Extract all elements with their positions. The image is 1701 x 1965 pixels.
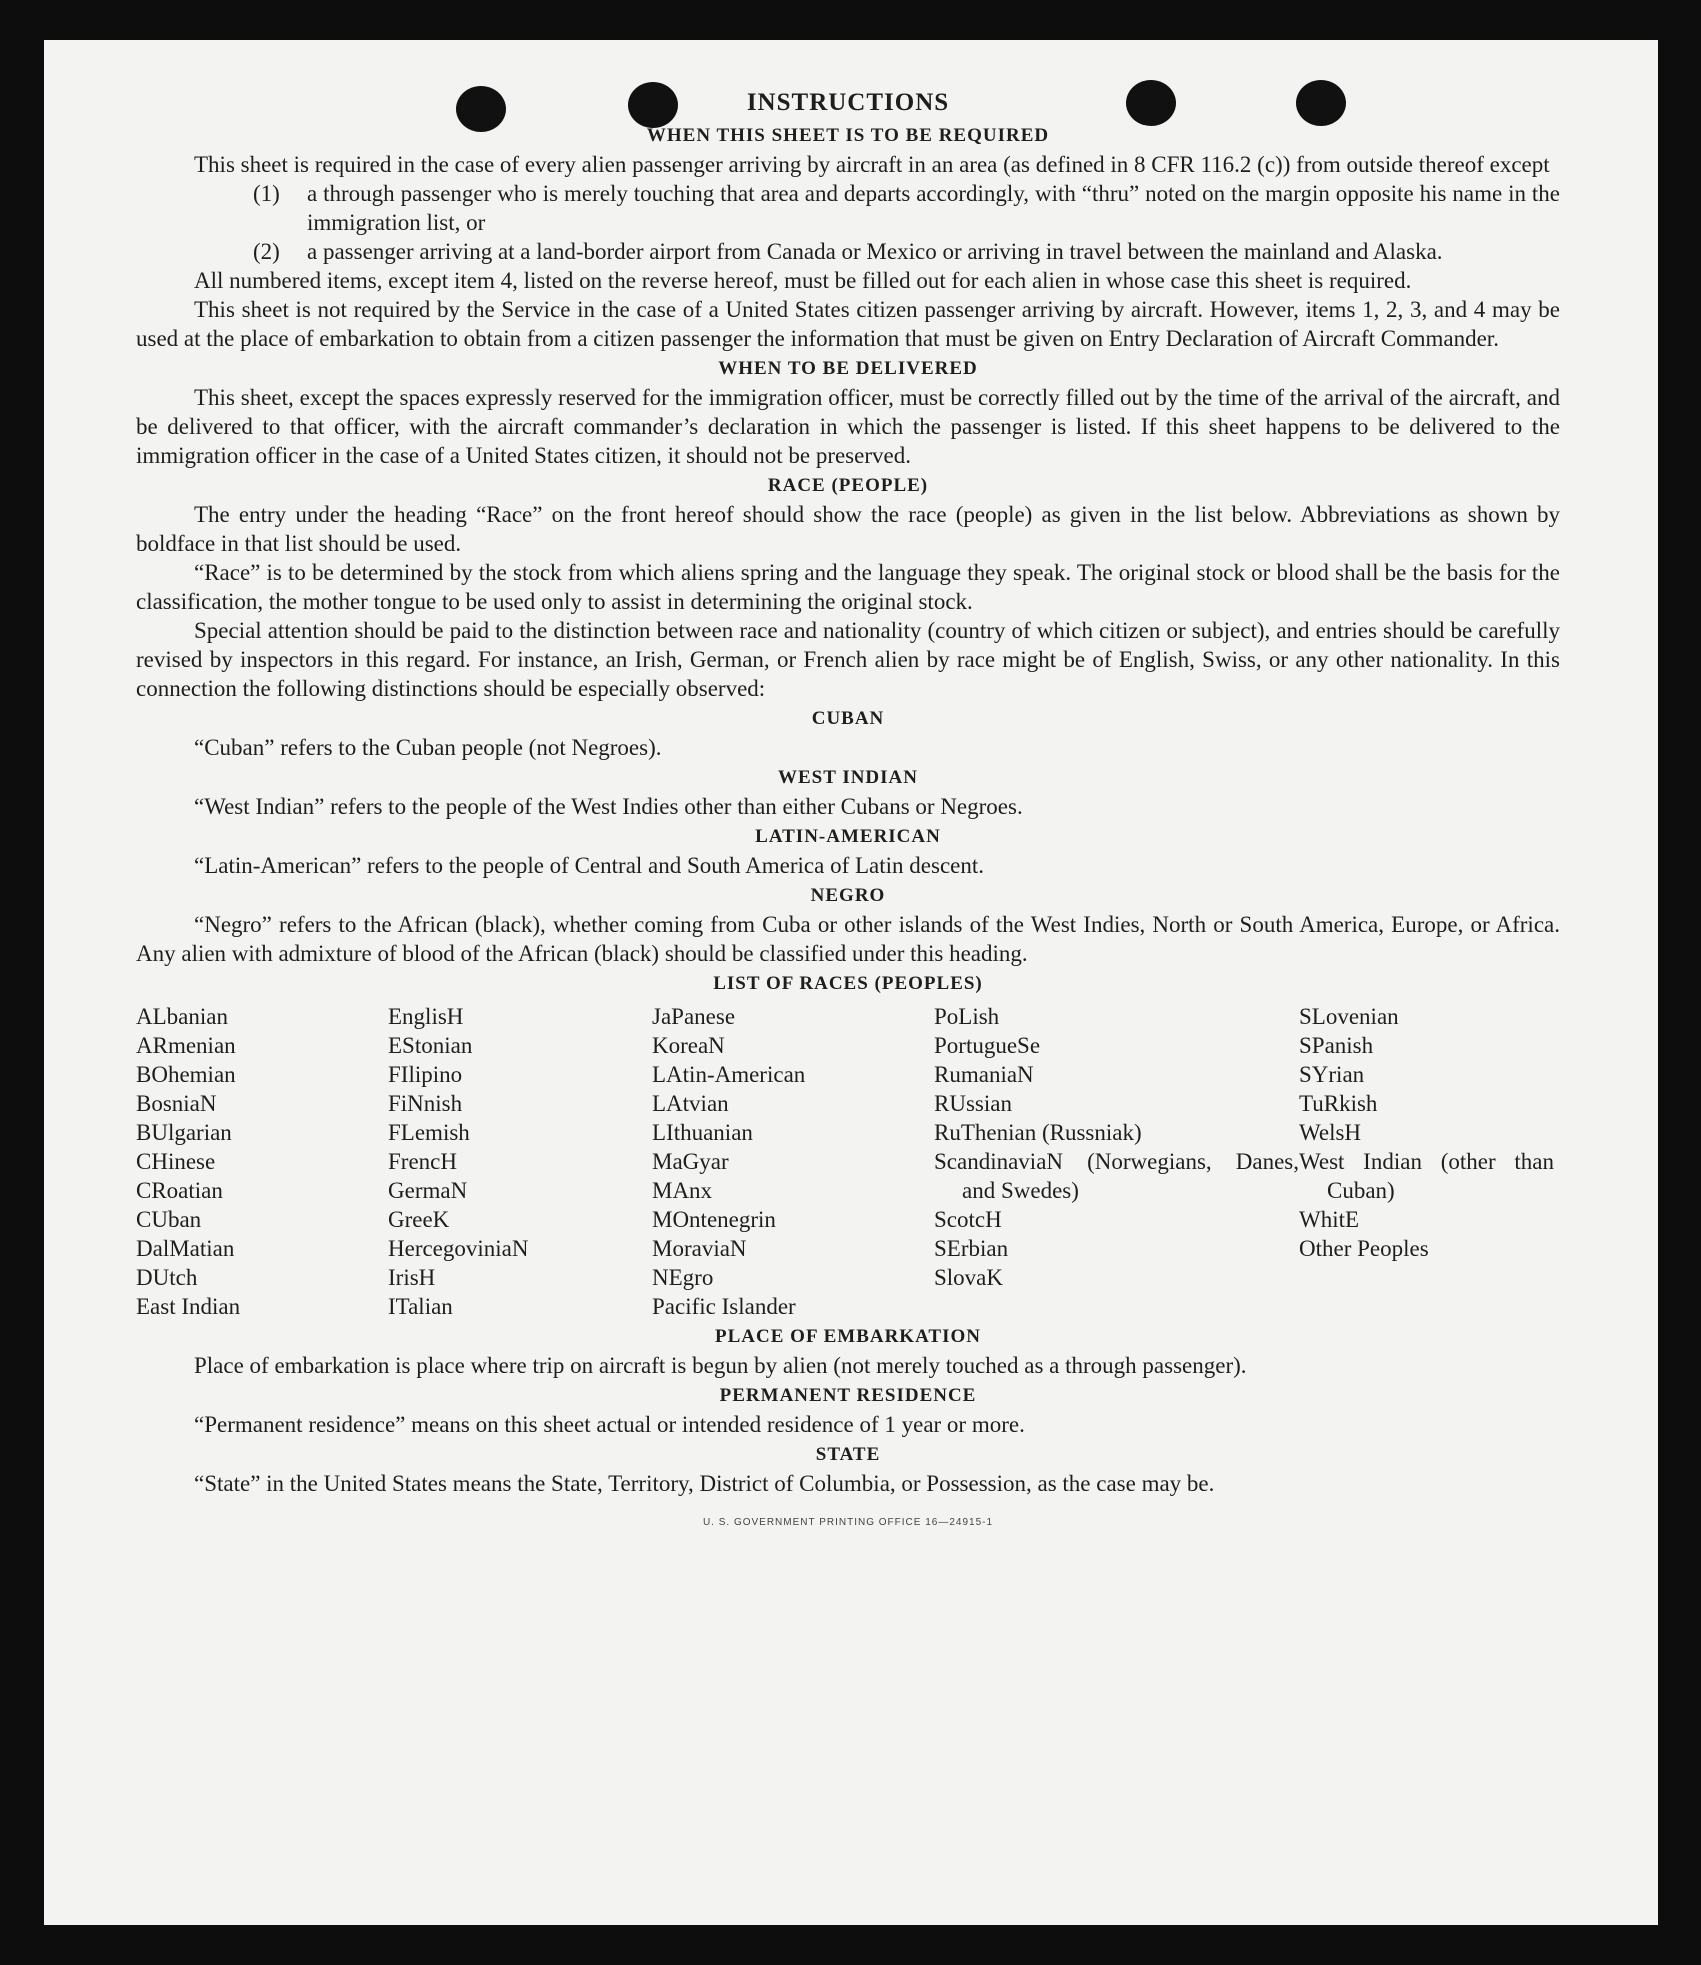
citizen-paragraph: This sheet is not required by the Service in the case of a United States citizen passenger arriving by aircraft. However, items 1, 2, 3, and 4 may be used at the place of embarkation to obtain from a citizen passenger the information that must be given on Entry Declaration of Aircraft Commander.	[136, 297, 1560, 351]
race-entry: MaGyar	[652, 1149, 729, 1174]
race-entry: West Indian (other than Cuban)	[1299, 1149, 1554, 1203]
item-number: (1)	[253, 181, 280, 206]
race-paragraph: “Race” is to be determined by the stock from which aliens spring and the language they speak. The original stock or blood shall be the basis for the classification, the mother tongue to be used only to assist in determining the original stock.	[136, 560, 1560, 614]
section-heading-west-indian: WEST INDIAN	[778, 767, 918, 788]
race-entry: FiNnish	[388, 1091, 463, 1116]
race-entry: ITalian	[388, 1294, 453, 1319]
races-column	[388, 1002, 652, 1321]
race-entry: JaPanese	[652, 1004, 736, 1029]
item-text: a passenger arriving at a land-border airport from Canada or Mexico or arriving in travel between the mainland and Alaska.	[307, 239, 1443, 264]
race-entry: WelsH	[1299, 1120, 1362, 1145]
race-entry: CRoatian	[136, 1178, 223, 1203]
section-heading-when-delivered: WHEN TO BE DELIVERED	[718, 358, 978, 379]
race-entry: RumaniaN	[934, 1062, 1034, 1087]
race-entry: HercegoviniaN	[388, 1236, 529, 1261]
item-text: a through passenger who is merely touching that area and departs accordingly, with “thru” noted on the margin opposite his name in the immigration list, or	[307, 181, 1560, 235]
races-list	[136, 1002, 1560, 1321]
negro-definition: “Negro” refers to the African (black), whether coming from Cuba or other islands of the West Indies, North or South America, Europe, or Africa. Any alien with admixture of blood of the African (black) should be classified under this heading.	[136, 912, 1560, 966]
race-entry: ARmenian	[136, 1033, 236, 1058]
race-entry: ScotcH	[934, 1207, 1002, 1232]
race-paragraph: The entry under the heading “Race” on the front hereof should show the race (people) as given in the list below. Abbreviations as shown by boldface in that list should be used.	[136, 502, 1560, 556]
section-heading-negro: NEGRO	[810, 885, 886, 906]
race-entry: SErbian	[934, 1236, 1009, 1261]
race-entry: MAnx	[652, 1178, 713, 1203]
residence-definition: “Permanent residence” means on this sheet actual or intended residence of 1 year or more.	[194, 1412, 1025, 1437]
section-heading-when-required: WHEN THIS SHEET IS TO BE REQUIRED	[646, 125, 1050, 146]
race-entry: ScandinaviaN (Norwegians, Danes, and Swedes)	[934, 1149, 1299, 1203]
cuban-definition: “Cuban” refers to the Cuban people (not Negroes).	[194, 735, 662, 760]
race-entry: LAtin-American	[652, 1062, 806, 1087]
west-indian-definition: “West Indian” refers to the people of the West Indies other than either Cubans or Negroes.	[194, 794, 1023, 819]
section-heading-list-of-races: LIST OF RACES (PEOPLES)	[713, 973, 983, 994]
race-entry: BUlgarian	[136, 1120, 232, 1145]
races-column	[934, 1002, 1299, 1321]
section-heading-embarkation: PLACE OF EMBARKATION	[715, 1326, 981, 1347]
race-entry: BOhemian	[136, 1062, 236, 1087]
race-entry: SLovenian	[1299, 1004, 1399, 1029]
printer-imprint: U. S. GOVERNMENT PRINTING OFFICE 16—24915-1	[702, 1517, 994, 1528]
races-column	[1299, 1002, 1554, 1321]
race-entry: LIthuanian	[652, 1120, 753, 1145]
race-entry: Other Peoples	[1299, 1236, 1429, 1261]
race-entry: FLemish	[388, 1120, 470, 1145]
race-entry: Pacific Islander	[652, 1294, 796, 1319]
state-definition: “State” in the United States means the State, Territory, District of Columbia, or Possession, as the case may be.	[194, 1471, 1215, 1496]
document-page	[44, 40, 1658, 1925]
delivery-paragraph: This sheet, except the spaces expressly reserved for the immigration officer, must be correctly filled out by the time of the arrival of the aircraft, and be delivered to that officer, with the aircraft commander’s declaration in which the passenger is listed. If this sheet happens to be delivered to the immigration officer in the case of a United States citizen, it should not be preserved.	[136, 385, 1560, 468]
race-entry: GreeK	[388, 1207, 450, 1232]
instructions-body	[136, 86, 1560, 1537]
races-column	[652, 1002, 934, 1321]
intro-paragraph: This sheet is required in the case of every alien passenger arriving by aircraft in an area (as defined in 8 CFR 116.2 (c)) from outside thereof except	[194, 152, 1550, 177]
race-entry: SlovaK	[934, 1265, 1003, 1290]
exception-item	[136, 179, 1560, 237]
race-entry: MOntenegrin	[652, 1207, 776, 1232]
race-entry: CHinese	[136, 1149, 216, 1174]
race-entry: LAtvian	[652, 1091, 729, 1116]
race-entry: MoraviaN	[652, 1236, 747, 1261]
race-entry: East Indian	[136, 1294, 241, 1319]
races-column	[136, 1002, 388, 1321]
race-entry: IrisH	[388, 1265, 436, 1290]
section-heading-cuban: CUBAN	[811, 708, 885, 729]
race-entry: ALbanian	[136, 1004, 228, 1029]
race-entry: GermaN	[388, 1178, 468, 1203]
section-heading-latin-american: LATIN-AMERICAN	[755, 826, 941, 847]
race-entry: PoLish	[934, 1004, 1000, 1029]
numbered-items-paragraph: All numbered items, except item 4, listed on the reverse hereof, must be filled out for each alien in whose case this sheet is required.	[194, 268, 1412, 293]
race-entry: SYrian	[1299, 1062, 1365, 1087]
race-entry: TuRkish	[1299, 1091, 1378, 1116]
race-entry: DalMatian	[136, 1236, 235, 1261]
race-entry: RUssian	[934, 1091, 1012, 1116]
item-number: (2)	[253, 239, 280, 264]
race-entry: KoreaN	[652, 1033, 725, 1058]
race-entry: EStonian	[388, 1033, 473, 1058]
race-entry: PortugueSe	[934, 1033, 1041, 1058]
race-entry: RuThenian (Russniak)	[934, 1120, 1142, 1145]
race-entry: FIlipino	[388, 1062, 463, 1087]
exception-item	[136, 237, 1560, 266]
race-entry: FrencH	[388, 1149, 457, 1174]
race-entry: WhitE	[1299, 1207, 1360, 1232]
race-entry: SPanish	[1299, 1033, 1374, 1058]
race-entry: NEgro	[652, 1265, 714, 1290]
race-paragraph: Special attention should be paid to the distinction between race and nationality (country of which citizen or subject), and entries should be carefully revised by inspectors in this regard. For instance, an Irish, German, or French alien by race might be of English, Swiss, or any other nationality. In this connection the following distinctions should be especially observed:	[136, 618, 1560, 701]
race-entry: CUban	[136, 1207, 202, 1232]
page-title: INSTRUCTIONS	[746, 89, 950, 116]
section-heading-state: STATE	[815, 1444, 881, 1465]
section-heading-race: RACE (PEOPLE)	[767, 475, 929, 496]
section-heading-residence: PERMANENT RESIDENCE	[719, 1385, 977, 1406]
embarkation-definition: Place of embarkation is place where trip on aircraft is begun by alien (not merely touched as a through passenger).	[194, 1353, 1247, 1378]
latin-american-definition: “Latin-American” refers to the people of Central and South America of Latin descent.	[194, 853, 984, 878]
race-entry: EnglisH	[388, 1004, 464, 1029]
race-entry: BosniaN	[136, 1091, 217, 1116]
race-entry: DUtch	[136, 1265, 198, 1290]
